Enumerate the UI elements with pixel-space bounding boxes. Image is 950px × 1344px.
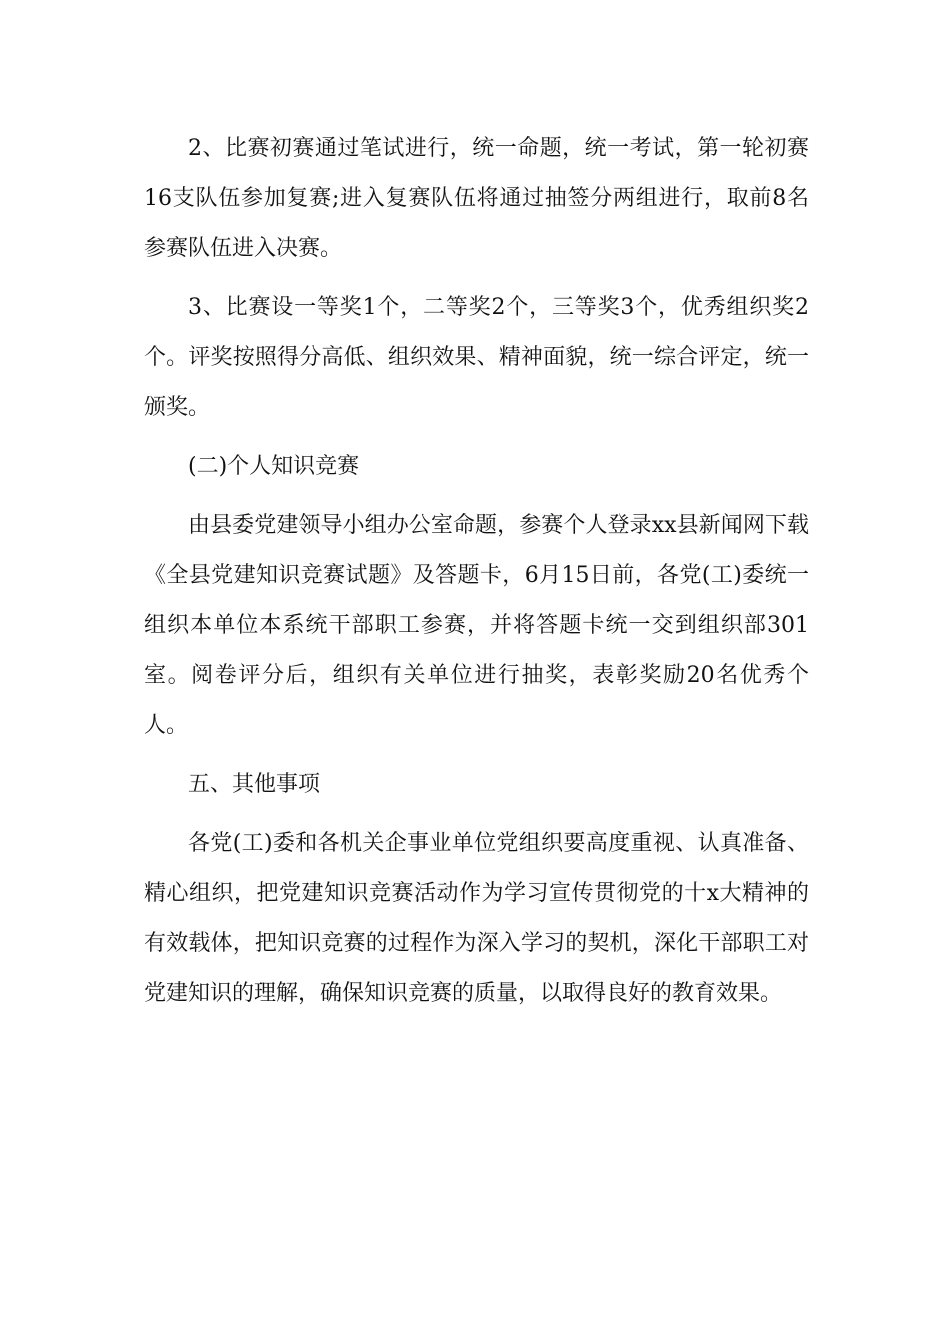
heading-individual-contest: (二)个人知识竞赛	[188, 454, 360, 479]
paragraph-preliminary-round: 2、比赛初赛通过笔试进行，统一命题，统一考试，第一轮初赛16支队伍参加复赛;进入复赛队伍将通过抽签分两组进行，取前8名参赛队伍进入决赛。	[144, 136, 809, 261]
heading-other-matters: 五、其他事项	[188, 772, 321, 797]
paragraph-individual-contest: 由县委党建领导小组办公室命题，参赛个人登录xx县新闻网下载《全县党建知识竞赛试题》及答题卡，6月15日前，各党(工)委统一组织本单位本系统干部职工参赛，并将答题卡统一交到组织部301室。阅卷评分后，组织有关单位进行抽奖，表彰奖励20名优秀个人。	[144, 513, 809, 738]
document-page	[144, 124, 809, 1019]
paragraph-awards: 3、比赛设一等奖1个，二等奖2个，三等奖3个，优秀组织奖2个。评奖按照得分高低、组织效果、精神面貌，统一综合评定，统一颁奖。	[144, 295, 809, 420]
paragraph-other-matters: 各党(工)委和各机关企事业单位党组织要高度重视、认真准备、精心组织，把党建知识竞赛活动作为学习宣传贯彻党的十x大精神的有效载体，把知识竞赛的过程作为深入学习的契机，深化干部职工对党建知识的理解，确保知识竞赛的质量，以取得良好的教育效果。	[144, 831, 809, 1006]
